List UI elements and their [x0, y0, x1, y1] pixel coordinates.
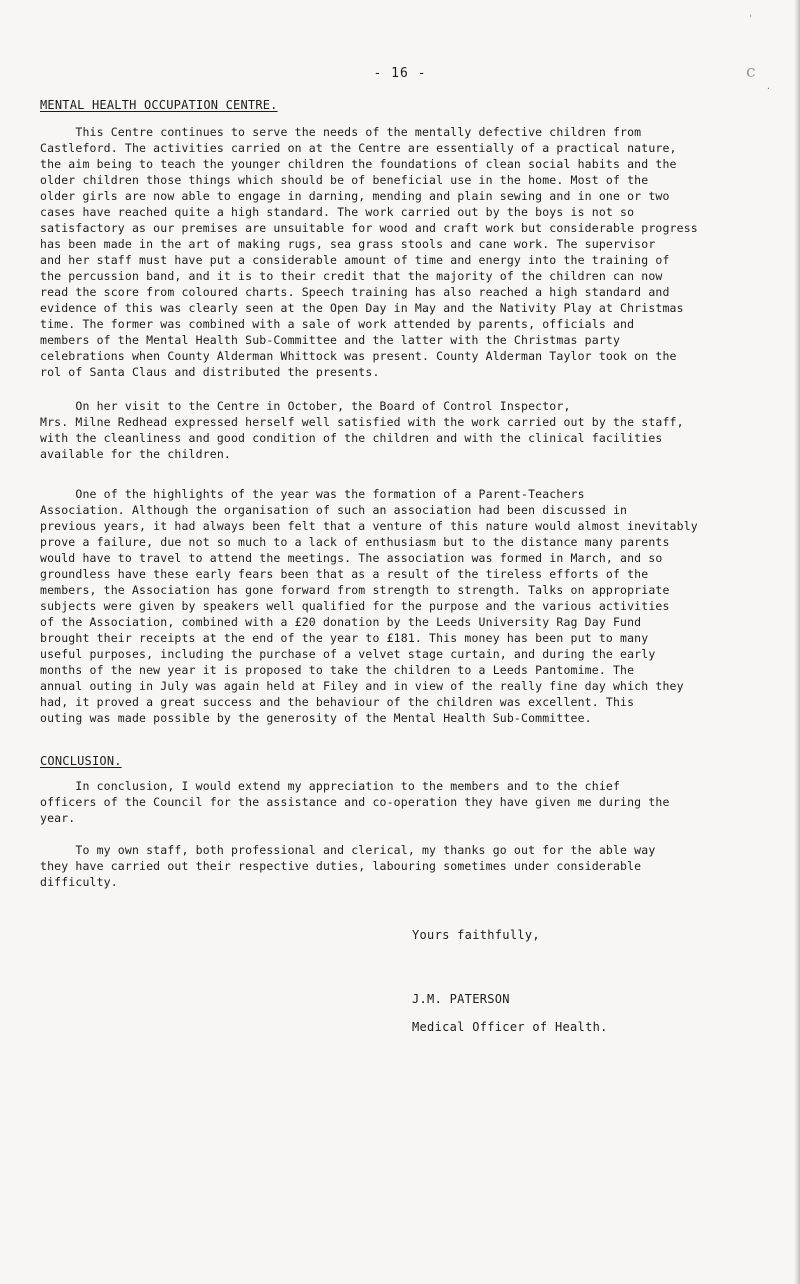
closing-salutation: Yours faithfully,	[412, 928, 540, 942]
paragraph-conclusion-staff-thanks: To my own staff, both professional and clerical, my thanks go out for the able way they have carried out their respective duties, labouring sometimes under considerable difficulty.	[40, 843, 656, 889]
signatory-title: Medical Officer of Health.	[412, 1020, 608, 1034]
paragraph-parent-teachers-association: One of the highlights of the year was the formation of a Parent-Teachers Association. Although the organisation of such an association had been discussed in previous years, it had always been felt that a venture of this nature would almost inevitably prove a failure, due not so much to a lack of enthusiasm but to the distance many parents would have to travel to attend the meetings. The association was formed in March, and so groundless have these early fears been that as a result of the tireless efforts of the members, the Association has gone forward from strength to strength. Talks on appropriate subjects were given by speakers well qualified for the purpose and the various activities of the Association, combined with a £20 donation by the Leeds University Rag Day Fund brought their receipts at the end of the year to £181. This money has been put to many useful purposes, including the purchase of a velvet stage curtain, and during the early months of the new year it is proposed to take the children to a Leeds Pantomime. The annual outing in July was again held at Filey and in view of the really fine day which they had, it proved a great success and the behaviour of the children was excellent. This outing was made possible by the generosity of the Mental Health Sub-Committee.	[40, 487, 698, 725]
margin-tick-mark: '	[748, 14, 754, 24]
paragraph-inspector-visit: On her visit to the Centre in October, the Board of Control Inspector, Mrs. Milne Redhead expressed herself well satisfied with the work carried out by the staff, with the cleanliness and good condition of the children and with the clinical facilities available for the children.	[40, 399, 684, 461]
signatory-name: J.M. PATERSON	[412, 992, 510, 1006]
margin-dot-mark: ·	[766, 84, 771, 93]
paragraph-centre-overview: This Centre continues to serve the needs of the mentally defective children from Castleford. The activities carried on at the Centre are essentially of a practical nature, the aim being to teach the younger children the foundations of clean social habits and the older children those things which should be of beneficial use in the home. Most of the older girls are now able to engage in darning, mending and plain sewing and in one or two cases have reached quite a high standard. The work carried out by the boys is not so satisfactory as our premises are unsuitable for wood and craft work but considerable progress has been made in the art of making rugs, sea grass stools and cane work. The supervisor and her staff must have put a considerable amount of time and energy into the training of the percussion band, and it is to their credit that the majority of the children can now read the score from coloured charts. Speech training has also reached a high standard and evidence of this was clearly seen at the Open Day in May and the Nativity Play at Christmas time. The former was combined with a sale of work attended by parents, officials and members of the Mental Health Sub-Committee and the latter with the Christmas party celebrations when County Alderman Whittock was present. County Alderman Taylor took on the rol of Santa Claus and distributed the presents.	[40, 125, 698, 379]
section-heading-conclusion: CONCLUSION.	[40, 754, 122, 768]
margin-letter-mark: c	[746, 62, 756, 82]
page-number: - 16 -	[373, 66, 427, 81]
paragraph-conclusion-appreciation: In conclusion, I would extend my appreciation to the members and to the chief officers of the Council for the assistance and co-operation they have given me during the year.	[40, 779, 670, 825]
page-edge-shadow	[794, 0, 800, 1284]
section-heading-mental-health: MENTAL HEALTH OCCUPATION CENTRE.	[40, 98, 278, 112]
